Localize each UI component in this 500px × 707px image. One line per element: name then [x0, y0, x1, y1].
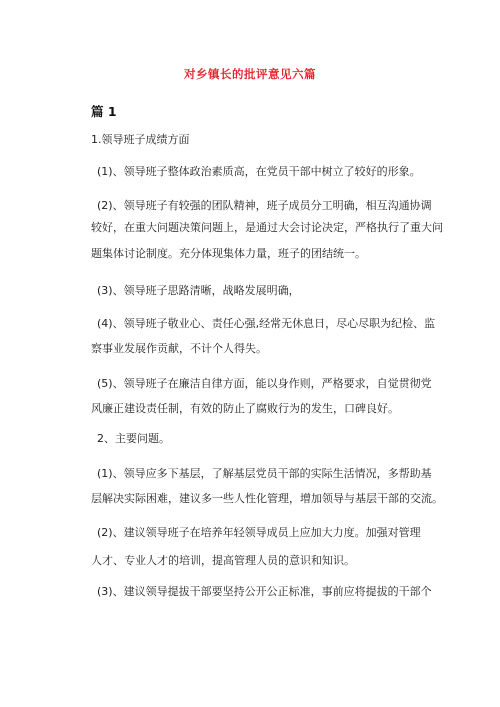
paragraph-line: 层解决实际困难，建议多一些人性化管理，增加领导与基层干部的交流。 — [91, 492, 443, 505]
paragraph-line: (4)、领导班子敬业心、责任心强,经常无休息日，尽心尽职为纪检、监 — [97, 317, 436, 330]
paragraph-line: (5)、领导班子在廉洁自律方面，能以身作则，严格要求，自觉贯彻党 — [97, 377, 432, 390]
paragraph-line: (1)、领导应多下基层，了解基层党员干部的实际生活情况，多帮助基 — [97, 467, 432, 480]
paragraph-line: 人才、专业人才的培训，提高管理人员的意识和知识。 — [91, 554, 355, 567]
paragraph-line: 察事业发展作贡献，不计个人得失。 — [91, 342, 267, 355]
paragraph-line: (3)、建议领导提拔干部要坚持公开公正标准，事前应将提拔的干部个 — [97, 585, 432, 598]
subheading-achievements: 1.领导班子成绩方面 — [91, 133, 190, 146]
section-heading: 篇 1 — [91, 104, 117, 119]
paragraph-line: 较好，在重大问题决策问题上，是通过大会讨论决定，严格执行了重大问 — [91, 221, 443, 234]
document-title: 对乡镇长的批评意见六篇 — [184, 67, 316, 81]
paragraph-line: (2)、建议领导班子在培养年轻领导成员上应加大力度。加强对管理 — [97, 526, 421, 539]
paragraph-line: (3)、领导班子思路清晰，战略发展明确， — [97, 284, 300, 297]
paragraph-line: (2)、领导班子有较强的团队精神，班子成员分工明确，相互沟通协调 — [97, 199, 432, 212]
paragraph-line: (1)、领导班子整体政治素质高，在党员干部中树立了较好的形象。 — [97, 165, 421, 178]
paragraph-line: 题集体讨论制度。充分体现集体力量，班子的团结统一。 — [91, 247, 366, 260]
paragraph-line: 风廉正建设责任制，有效的防止了腐败行为的发生，口碑良好。 — [91, 402, 399, 415]
subheading-problems: 2、主要问题。 — [97, 432, 170, 445]
